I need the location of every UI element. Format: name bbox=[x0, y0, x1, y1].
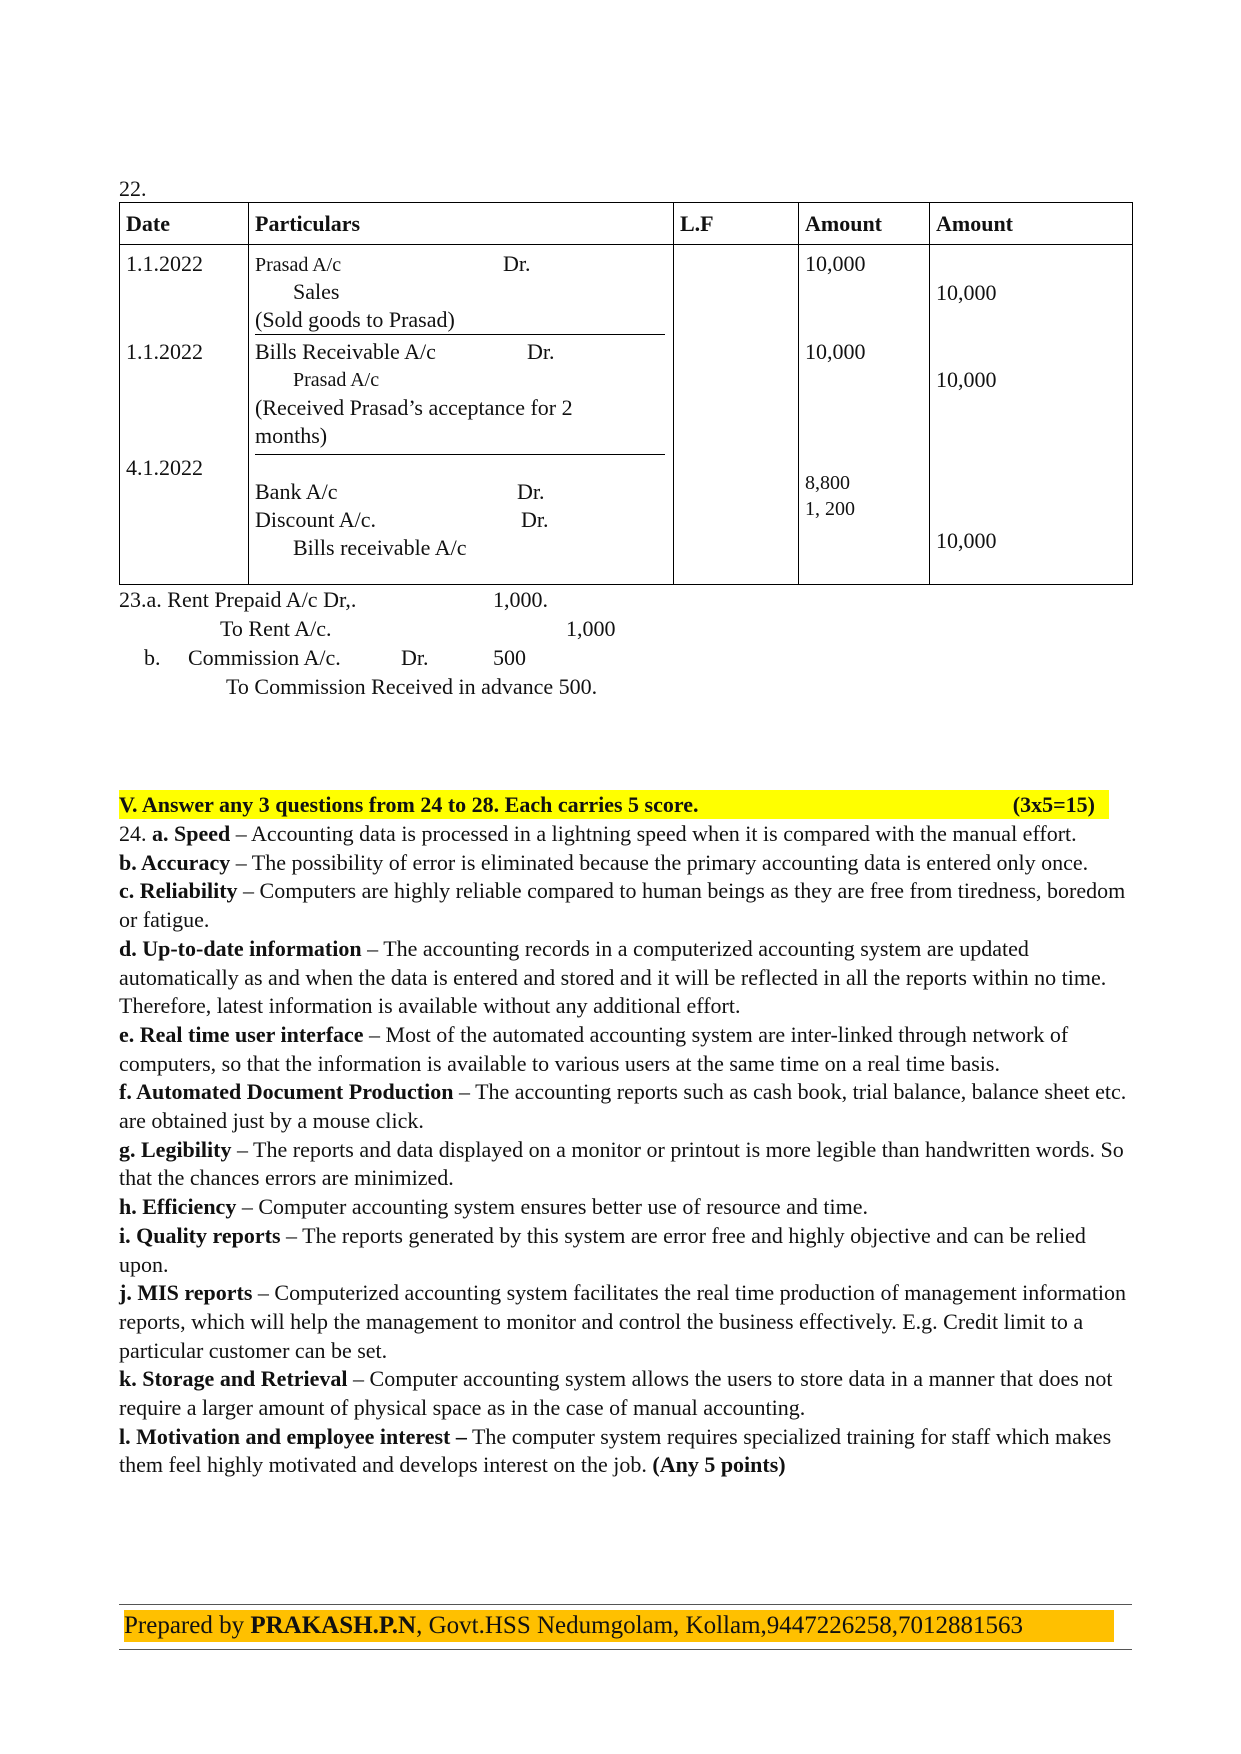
entry-2-narration-line-2: months) bbox=[255, 423, 328, 448]
point-e bbox=[119, 1021, 1132, 1078]
journal-header-row bbox=[120, 203, 1133, 245]
entry-2-credit: Prasad A/c bbox=[293, 369, 380, 391]
entry-2-narration-line-1: (Received Prasad’s acceptance for 2 bbox=[255, 395, 573, 420]
point-b bbox=[119, 849, 1132, 878]
entry-separator-1 bbox=[255, 334, 665, 335]
point-text: – The accounting records in a computerized accounting system are updated automatically as and when the data is entered and stored and it will be reflected in all the reports within no time. Therefore, latest information is available without any additional effort. bbox=[119, 935, 1107, 1019]
point-text: – Computer accounting system ensures better use of resource and time. bbox=[236, 1194, 869, 1220]
journal-table bbox=[119, 202, 1133, 585]
particulars-column bbox=[249, 245, 674, 585]
entry-separator-2 bbox=[255, 454, 665, 455]
date-column bbox=[120, 245, 249, 585]
q23b-label: b. bbox=[144, 645, 161, 670]
point-title: a. Speed bbox=[152, 821, 231, 846]
header-amount-debit: Amount bbox=[799, 203, 930, 245]
entry-2-debit: Bills Receivable A/c bbox=[255, 339, 436, 364]
question-23 bbox=[119, 585, 1132, 699]
question-22-number: 22. bbox=[119, 176, 147, 201]
point-h bbox=[119, 1193, 1132, 1222]
footer-highlight bbox=[124, 1610, 1114, 1642]
point-c bbox=[119, 877, 1132, 934]
point-d bbox=[119, 935, 1132, 1021]
q23b-debit: Commission A/c. bbox=[188, 645, 341, 670]
q23b-credit: To Commission Received in advance 500. bbox=[226, 674, 598, 699]
point-g bbox=[119, 1136, 1132, 1193]
date-2: 1.1.2022 bbox=[126, 339, 203, 364]
page bbox=[119, 176, 1132, 1639]
header-lf: L.F bbox=[674, 203, 799, 245]
point-j bbox=[119, 1279, 1132, 1365]
entry-1-dr: Dr. bbox=[503, 251, 531, 276]
journal-body-row bbox=[120, 245, 1133, 585]
footer-author: PRAKASH.P.N bbox=[250, 1612, 417, 1639]
point-i bbox=[119, 1222, 1132, 1279]
entry-1-debit: Prasad A/c bbox=[255, 254, 342, 276]
q23b-amount: 500 bbox=[493, 645, 526, 670]
point-text: – The accounting reports such as cash book, trial balance, balance sheet etc. are obtained just by a mouse click. bbox=[119, 1079, 1127, 1134]
point-title: e. Real time user interface bbox=[119, 1021, 364, 1047]
point-text: – The reports generated by this system are error free and highly objective and can be relied upon. bbox=[119, 1222, 1086, 1277]
point-text: The computer system requires specialized training for staff which makes them feel highly motivated and develops interest on the job. bbox=[119, 1423, 1112, 1478]
header-amount-credit: Amount bbox=[930, 203, 1133, 245]
q23a-amount: 1,000. bbox=[493, 587, 548, 612]
entry-2-dr: Dr. bbox=[527, 339, 555, 364]
entry-3-debit-1: Bank A/c bbox=[255, 479, 338, 504]
point-title: b. Accuracy bbox=[119, 849, 231, 875]
entry-1-credit: Sales bbox=[293, 279, 340, 304]
entry-1-debit-amount: 10,000 bbox=[805, 251, 866, 276]
point-l bbox=[119, 1423, 1132, 1480]
point-title: k. Storage and Retrieval bbox=[119, 1366, 348, 1392]
entry-3-debit-2: Discount A/c. bbox=[255, 507, 376, 532]
entry-2-debit-amount: 10,000 bbox=[805, 339, 866, 364]
point-title: i. Quality reports bbox=[119, 1222, 281, 1248]
point-title: j. MIS reports bbox=[119, 1280, 253, 1306]
entry-3-debit-amount-2: 1, 200 bbox=[805, 498, 855, 520]
header-date: Date bbox=[120, 203, 249, 245]
date-1: 1.1.2022 bbox=[126, 251, 203, 276]
q23a-credit-amount: 1,000 bbox=[566, 616, 616, 641]
entry-3-dr-1: Dr. bbox=[517, 479, 545, 504]
point-text: – The possibility of error is eliminated because the primary accounting data is entered only once. bbox=[230, 849, 1089, 875]
closing-note: (Any 5 points) bbox=[652, 1452, 786, 1478]
footer-details: , Govt.HSS Nedumgolam, Kollam,9447226258,7012881563 bbox=[416, 1612, 1024, 1639]
credit-amount-column bbox=[930, 245, 1133, 585]
lf-column bbox=[674, 245, 799, 585]
point-a bbox=[119, 820, 1132, 849]
point-text: – The reports and data displayed on a monitor or printout is more legible than handwritten words. So that the chances errors are minimized. bbox=[119, 1136, 1124, 1191]
point-text: – Accounting data is processed in a lightning speed when it is compared with the manual effort. bbox=[230, 821, 1077, 846]
entry-1-narration: (Sold goods to Prasad) bbox=[255, 307, 455, 332]
entry-3-credit: Bills receivable A/c bbox=[293, 535, 467, 560]
question-24-number: 24. bbox=[119, 821, 147, 846]
point-title: h. Efficiency bbox=[119, 1194, 237, 1220]
section-v-score: (3x5=15) bbox=[1012, 792, 1095, 817]
point-title: l. Motivation and employee interest – bbox=[119, 1423, 467, 1449]
q23b-dr: Dr. bbox=[401, 645, 429, 670]
header-particulars: Particulars bbox=[249, 203, 674, 245]
point-title: d. Up-to-date information bbox=[119, 935, 362, 961]
point-text: – Computerized accounting system facilitates the real time production of management information reports, which will help the management to monitor and control the business effectively. E.g. Credit limit to a particular customer can be set. bbox=[119, 1280, 1127, 1363]
date-3: 4.1.2022 bbox=[126, 455, 203, 480]
point-text: – Computers are highly reliable compared to human beings as they are free from tiredness, boredom or fatigue. bbox=[119, 878, 1126, 933]
point-title: f. Automated Document Production bbox=[119, 1079, 454, 1105]
q23a-credit: To Rent A/c. bbox=[220, 616, 332, 641]
footer bbox=[119, 1604, 1132, 1650]
entry-2-credit-amount: 10,000 bbox=[936, 367, 997, 392]
debit-amount-column bbox=[799, 245, 930, 585]
section-v-heading-text: V. Answer any 3 questions from 24 to 28. Each carries 5 score. bbox=[119, 792, 699, 817]
question-24-answer bbox=[119, 820, 1132, 1480]
entry-1-credit-amount: 10,000 bbox=[936, 280, 997, 305]
q23a-debit: 23.a. Rent Prepaid A/c Dr,. bbox=[119, 587, 357, 612]
entry-3-credit-amount: 10,000 bbox=[936, 528, 997, 553]
point-text: – Computer accounting system allows the users to store data in a manner that does not require a larger amount of physical space as in the case of manual accounting. bbox=[119, 1366, 1113, 1421]
entry-3-debit-amount-1: 8,800 bbox=[805, 472, 850, 494]
point-title: c. Reliability bbox=[119, 878, 238, 904]
point-text: – Most of the automated accounting system are inter-linked through network of computers, so that the information is available to various users at the same time on a real time basis. bbox=[119, 1021, 1069, 1076]
entry-3-dr-2: Dr. bbox=[521, 507, 549, 532]
footer-prefix: Prepared by bbox=[124, 1612, 251, 1639]
point-k bbox=[119, 1365, 1132, 1422]
point-title: g. Legibility bbox=[119, 1136, 232, 1162]
point-f bbox=[119, 1078, 1132, 1135]
section-v-heading bbox=[119, 790, 1109, 819]
